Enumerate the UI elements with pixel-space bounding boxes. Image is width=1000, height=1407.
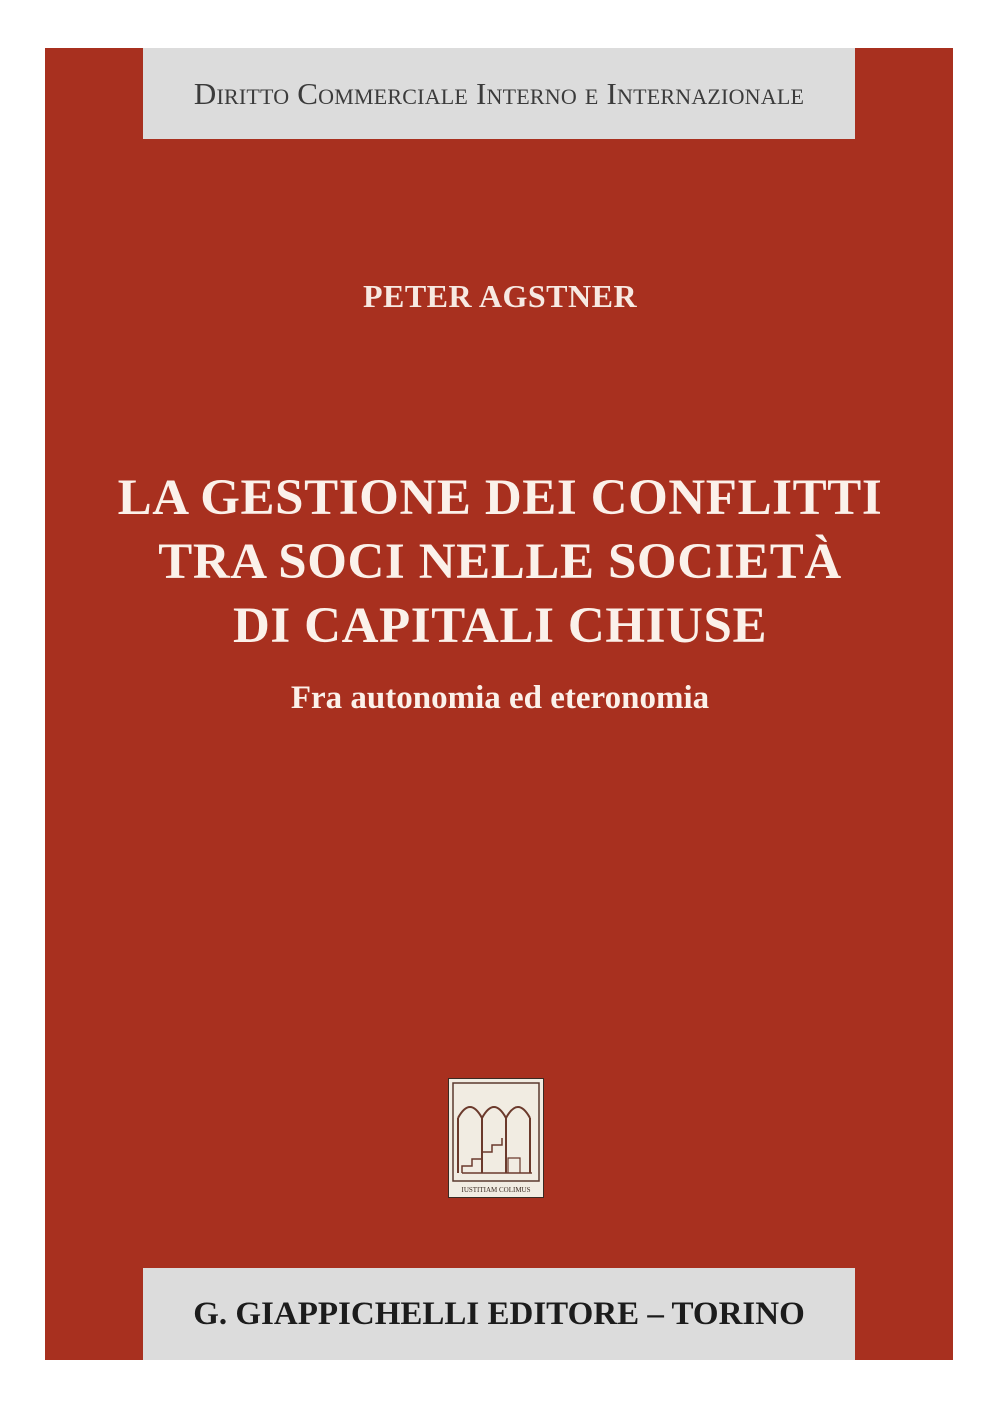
series-band — [143, 48, 855, 139]
book-title — [0, 466, 1000, 658]
publisher-band — [143, 1268, 855, 1360]
title-line: LA GESTIONE DEI CONFLITTI — [117, 470, 883, 526]
publisher-name: G. GIAPPICHELLI EDITORE – TORINO — [193, 1295, 805, 1332]
book-subtitle: Fra autonomia ed eteronomia — [290, 680, 710, 716]
author-name: PETER AGSTNER — [362, 278, 638, 314]
title-line: TRA SOCI NELLE SOCIETÀ — [158, 534, 842, 590]
publisher-emblem-icon — [448, 1078, 544, 1198]
emblem-motto: IUSTITIAM COLIMUS — [461, 1186, 531, 1194]
title-line: DI CAPITALI CHIUSE — [232, 598, 768, 654]
series-title: Diritto Commerciale Interno e Internazionale — [193, 75, 805, 111]
